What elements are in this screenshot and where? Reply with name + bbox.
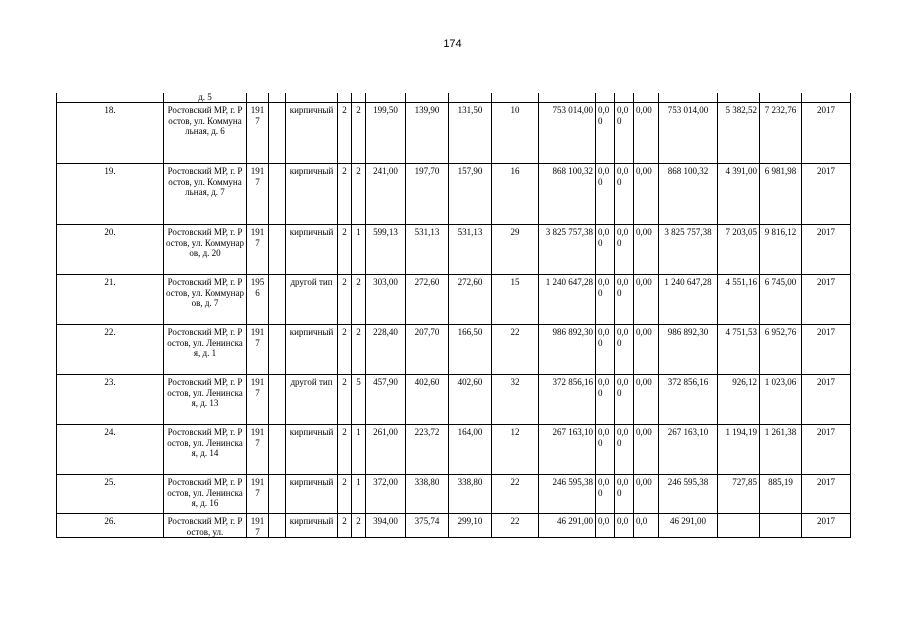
repair-cost-cell: 246 595,38 [539,475,596,514]
address-cell: Ростовский МР, г. Ростов, ул. [164,514,247,538]
area-residential-cell: 272,60 [449,275,492,325]
area-residential-cell: 531,13 [449,225,492,275]
cost-per-m2-cell: 1 194,19 [718,425,760,475]
build-year-cell: 1956 [247,275,269,325]
blank-cell [269,475,286,514]
cost-per-m2-cell: 7 203,05 [718,225,760,275]
wall-material-cell: кирпичный [286,425,338,475]
wall-material-cell: другой тип [286,375,338,425]
blank-cell [269,103,286,164]
other-funds-cell: 3 825 757,38 [659,225,718,275]
table-row [57,225,851,275]
area-residential-cell: 157,90 [449,164,492,225]
fund-share-1-cell: 0,00 [596,103,615,164]
limit-cost-cell: 7 232,76 [760,103,802,164]
area-living-cell: 402,60 [406,375,449,425]
fund-share-2-cell: 0,00 [615,275,634,325]
fund-share-3-cell: 0,00 [634,425,659,475]
row-number-cell: 22. [57,325,164,375]
table-row [57,164,851,225]
cost-per-m2-cell: 4 551,16 [718,275,760,325]
repair-cost-cell: 986 892,30 [539,325,596,375]
fund-share-1-cell: 0,00 [596,475,615,514]
completion-year-cell: 2017 [802,103,851,164]
residents-cell: 16 [492,164,539,225]
table-row [57,425,851,475]
fund-share-2-cell: 0,00 [615,225,634,275]
wall-material-cell: кирпичный [286,225,338,275]
table-row [57,275,851,325]
row-number-cell: 19. [57,164,164,225]
area-total-cell: 303,00 [366,275,406,325]
cost-per-m2-cell: 5 382,52 [718,103,760,164]
area-living-cell: 272,60 [406,275,449,325]
build-year-cell: 1917 [247,514,269,538]
area-total-cell: 199,50 [366,103,406,164]
fund-share-3-cell: 0,00 [634,275,659,325]
row-number-cell: 26. [57,514,164,538]
limit-cost-cell: 1 261,38 [760,425,802,475]
area-living-cell: 139,90 [406,103,449,164]
area-living-cell: 197,70 [406,164,449,225]
address-cell: Ростовский МР, г. Ростов, ул. Коммунальная, д. 7 [164,164,247,225]
entrances-cell: 2 [352,514,366,538]
table-row [57,514,851,538]
repair-cost-cell: 267 163,10 [539,425,596,475]
fund-share-1-cell: 0,00 [596,225,615,275]
completion-year-cell: 2017 [802,164,851,225]
row-number-cell: 24. [57,425,164,475]
fund-share-1-cell: 0,00 [596,425,615,475]
residents-cell: 22 [492,475,539,514]
build-year-cell: 1917 [247,425,269,475]
area-residential-cell: 166,50 [449,325,492,375]
repair-cost-cell: 753 014,00 [539,103,596,164]
other-funds-cell: 868 100,32 [659,164,718,225]
area-total-cell: 599,13 [366,225,406,275]
wall-material-cell: кирпичный [286,514,338,538]
floors-cell: 2 [338,275,352,325]
floors-cell: 2 [338,164,352,225]
floors-cell: 2 [338,475,352,514]
cost-per-m2-cell [718,514,760,538]
completion-year-cell: 2017 [802,375,851,425]
repair-cost-cell: 1 240 647,28 [539,275,596,325]
area-residential-cell: 402,60 [449,375,492,425]
completion-year-cell: 2017 [802,275,851,325]
fund-share-2-cell: 0,00 [615,425,634,475]
row-number-cell: 23. [57,375,164,425]
page-number: 174 [443,38,462,50]
floors-cell: 2 [338,225,352,275]
table-row [57,325,851,375]
area-residential-cell: 338,80 [449,475,492,514]
other-funds-cell: 246 595,38 [659,475,718,514]
table-row [57,375,851,425]
area-total-cell: 372,00 [366,475,406,514]
area-living-cell: 531,13 [406,225,449,275]
fund-share-1-cell: 0,00 [596,375,615,425]
other-funds-cell: 986 892,30 [659,325,718,375]
residents-cell: 15 [492,275,539,325]
area-total-cell: 228,40 [366,325,406,375]
other-funds-cell: 1 240 647,28 [659,275,718,325]
limit-cost-cell: 9 816,12 [760,225,802,275]
fund-share-3-cell: 0,00 [634,225,659,275]
continuation-row [57,93,851,103]
fund-share-1-cell: 0,0 [596,514,615,538]
address-cell: Ростовский МР, г. Ростов, ул. Коммунальная, д. 6 [164,103,247,164]
completion-year-cell: 2017 [802,514,851,538]
wall-material-cell: другой тип [286,275,338,325]
repair-cost-cell: 372 856,16 [539,375,596,425]
blank-cell [269,275,286,325]
address-cell: Ростовский МР, г. Ростов, ул. Коммунаров, д. 7 [164,275,247,325]
wall-material-cell: кирпичный [286,325,338,375]
area-total-cell: 457,90 [366,375,406,425]
row-number-cell: 18. [57,103,164,164]
fund-share-2-cell: 0,00 [615,475,634,514]
address-cell: Ростовский МР, г. Ростов, ул. Ленинская, д. 1 [164,325,247,375]
row-number-cell: 20. [57,225,164,275]
fund-share-3-cell: 0,00 [634,103,659,164]
limit-cost-cell: 6 745,00 [760,275,802,325]
cost-per-m2-cell: 4 391,00 [718,164,760,225]
floors-cell: 2 [338,103,352,164]
repair-cost-cell: 868 100,32 [539,164,596,225]
other-funds-cell: 753 014,00 [659,103,718,164]
cost-per-m2-cell: 926,12 [718,375,760,425]
cost-per-m2-cell: 4 751,53 [718,325,760,375]
floors-cell: 2 [338,514,352,538]
fund-share-1-cell: 0,00 [596,275,615,325]
blank-cell [269,325,286,375]
blank-cell [269,375,286,425]
area-residential-cell: 131,50 [449,103,492,164]
address-cell: Ростовский МР, г. Ростов, ул. Ленинская, д. 16 [164,475,247,514]
build-year-cell: 1917 [247,164,269,225]
entrances-cell: 2 [352,325,366,375]
blank-cell [269,425,286,475]
build-year-cell: 1917 [247,225,269,275]
area-living-cell: 375,74 [406,514,449,538]
registry-table [56,93,851,538]
continuation-address: д. 5 [164,93,247,103]
residents-cell: 29 [492,225,539,275]
area-living-cell: 207,70 [406,325,449,375]
entrances-cell: 2 [352,103,366,164]
limit-cost-cell: 6 952,76 [760,325,802,375]
completion-year-cell: 2017 [802,475,851,514]
fund-share-3-cell: 0,00 [634,164,659,225]
completion-year-cell: 2017 [802,225,851,275]
limit-cost-cell [760,514,802,538]
blank-cell [269,225,286,275]
area-living-cell: 223,72 [406,425,449,475]
entrances-cell: 1 [352,425,366,475]
limit-cost-cell: 1 023,06 [760,375,802,425]
area-total-cell: 241,00 [366,164,406,225]
entrances-cell: 2 [352,164,366,225]
table-row [57,475,851,514]
fund-share-3-cell: 0,00 [634,325,659,375]
completion-year-cell: 2017 [802,425,851,475]
address-cell: Ростовский МР, г. Ростов, ул. Коммунаров, д. 20 [164,225,247,275]
floors-cell: 2 [338,375,352,425]
area-residential-cell: 299,10 [449,514,492,538]
cost-per-m2-cell: 727,85 [718,475,760,514]
residents-cell: 12 [492,425,539,475]
blank-cell [269,514,286,538]
fund-share-1-cell: 0,00 [596,164,615,225]
build-year-cell: 1917 [247,103,269,164]
fund-share-3-cell: 0,00 [634,375,659,425]
floors-cell: 2 [338,425,352,475]
area-living-cell: 338,80 [406,475,449,514]
residents-cell: 10 [492,103,539,164]
residents-cell: 22 [492,325,539,375]
completion-year-cell: 2017 [802,325,851,375]
table-row [57,103,851,164]
fund-share-2-cell: 0,00 [615,103,634,164]
limit-cost-cell: 885,19 [760,475,802,514]
fund-share-2-cell: 0,00 [615,375,634,425]
fund-share-2-cell: 0,00 [615,325,634,375]
other-funds-cell: 372 856,16 [659,375,718,425]
other-funds-cell: 267 163,10 [659,425,718,475]
fund-share-2-cell: 0,00 [615,164,634,225]
limit-cost-cell: 6 981,98 [760,164,802,225]
address-cell: Ростовский МР, г. Ростов, ул. Ленинская, д. 13 [164,375,247,425]
residents-cell: 22 [492,514,539,538]
fund-share-3-cell: 0,0 [634,514,659,538]
entrances-cell: 2 [352,275,366,325]
floors-cell: 2 [338,325,352,375]
blank-cell [269,164,286,225]
fund-share-2-cell: 0,0 [615,514,634,538]
row-number-cell: 25. [57,475,164,514]
address-cell: Ростовский МР, г. Ростов, ул. Ленинская, д. 14 [164,425,247,475]
residents-cell: 32 [492,375,539,425]
build-year-cell: 1917 [247,375,269,425]
entrances-cell: 5 [352,375,366,425]
entrances-cell: 1 [352,475,366,514]
other-funds-cell: 46 291,00 [659,514,718,538]
repair-cost-cell: 3 825 757,38 [539,225,596,275]
repair-cost-cell: 46 291,00 [539,514,596,538]
fund-share-1-cell: 0,00 [596,325,615,375]
wall-material-cell: кирпичный [286,103,338,164]
build-year-cell: 1917 [247,325,269,375]
area-residential-cell: 164,00 [449,425,492,475]
wall-material-cell: кирпичный [286,475,338,514]
row-number-cell: 21. [57,275,164,325]
entrances-cell: 1 [352,225,366,275]
build-year-cell: 1917 [247,475,269,514]
area-total-cell: 394,00 [366,514,406,538]
fund-share-3-cell: 0,00 [634,475,659,514]
wall-material-cell: кирпичный [286,164,338,225]
area-total-cell: 261,00 [366,425,406,475]
